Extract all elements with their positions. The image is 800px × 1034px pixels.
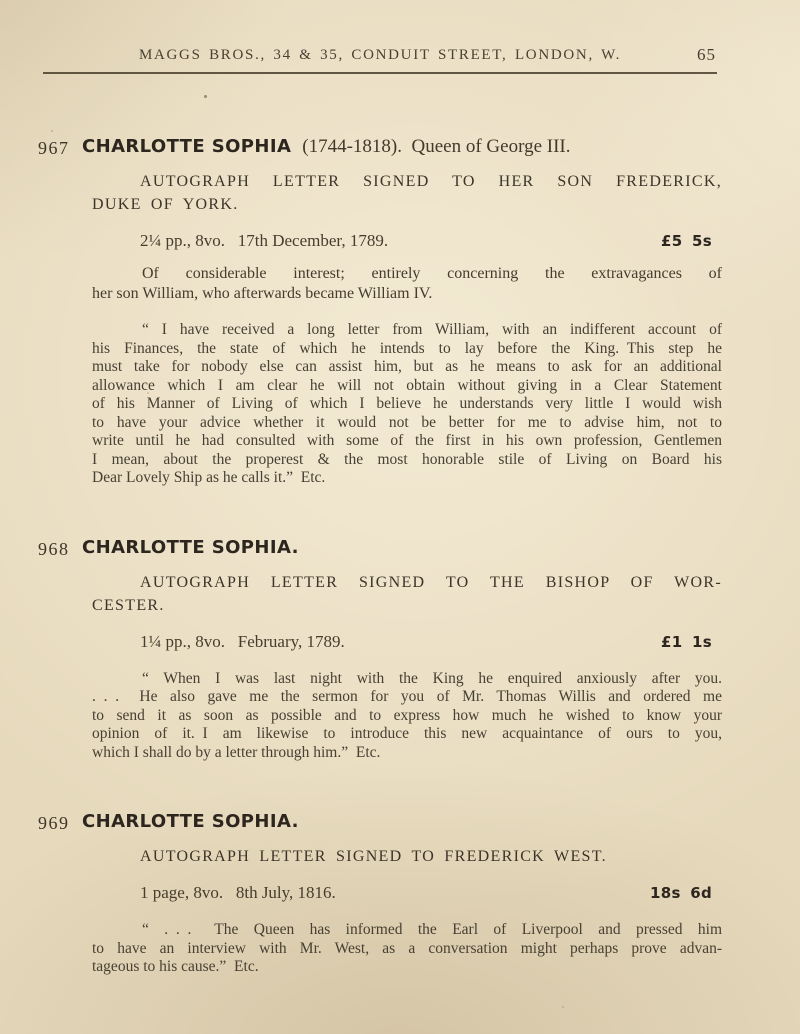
lot-name: CHARLOTTE SOPHIA.: [82, 536, 299, 558]
lot-heading: AUTOGRAPH LETTER SIGNED TO THE BISHOP OF WOR- CESTER.: [92, 573, 722, 614]
paper-speck: [562, 1006, 564, 1008]
price: £1 1s: [661, 632, 712, 651]
price: 18s 6d: [650, 884, 712, 902]
lot-number: 969: [38, 813, 70, 833]
lot-number: 968: [38, 538, 70, 559]
paper-speck: [51, 130, 53, 132]
lot-entry-968: [38, 535, 722, 763]
page-number: 65: [697, 45, 716, 64]
collation-line: [92, 882, 722, 904]
collation-line: [92, 631, 722, 653]
paper-speck: [204, 95, 207, 98]
quoted-extract: “ I have received a long letter from William, with an indifferent account of his Finances, the state of which he intends to lay before the King. This step he must take for nobody else can assist him, but as he means to ask for an additional allowance which I am clear he will not obtain without giving in a Clear Statement of his Manner of Living of which I believe he understands very little I would wish to have your advice whether it would not be better for me to advise him, not to write until he had consulted with some of the first in his own profession, Gentlemen I mean, about the properest & the most honorable stile of Living on Board his Dear Lovely Ship as he calls it.” Etc.: [92, 321, 722, 486]
lot-name: CHARLOTTE SOPHIA: [82, 136, 292, 157]
lot-entry-969: [38, 809, 722, 977]
quoted-extract: “ . . . The Queen has informed the Earl of Liverpool and pressed him to have an interview with Mr. West, as a conversation might perhaps prove advan- tageous to his cause.” Etc.: [92, 921, 722, 975]
quoted-extract: “ When I was last night with the King he enquired anxiously after you. . . . He also gave me the sermon for you of Mr. Thomas Willis and ordered me to send it as soon as possible and to express how much he wished to know your opinion of it. I am likewise to introduce this new acquaintance of ours to you, which I shall do by a letter through him.” Etc.: [92, 669, 722, 761]
lot-headline: [38, 809, 722, 835]
collation: 1¼ pp., 8vo. February, 1789.: [140, 631, 345, 651]
lot-headline: [38, 134, 722, 160]
lot-heading: AUTOGRAPH LETTER SIGNED TO HER SON FREDERICK, DUKE OF YORK.: [92, 173, 722, 213]
lot-heading: AUTOGRAPH LETTER SIGNED TO FREDERICK WEST.: [140, 848, 607, 865]
collation-line: [92, 230, 722, 252]
collation: 1 page, 8vo. 8th July, 1816.: [140, 883, 336, 902]
cataloguer-note: Of considerable interest; entirely concerning the extravagances of her son William, who afterwards became William IV.: [92, 265, 722, 302]
lot-description: (1744-1818). Queen of George III.: [302, 136, 571, 157]
lot-number: 967: [38, 138, 70, 158]
running-title: MAGGS BROS., 34 & 35, CONDUIT STREET, LONDON, W.: [138, 47, 622, 63]
lot-headline: [38, 535, 722, 561]
lot-name: CHARLOTTE SOPHIA.: [82, 811, 299, 832]
header-rule: [43, 72, 717, 74]
collation: 2¼ pp., 8vo. 17th December, 1789.: [140, 231, 389, 250]
lot-entry-967: [38, 134, 722, 488]
catalog-entries: [38, 134, 722, 977]
price: £5 5s: [661, 232, 712, 250]
page-header: [43, 0, 717, 74]
